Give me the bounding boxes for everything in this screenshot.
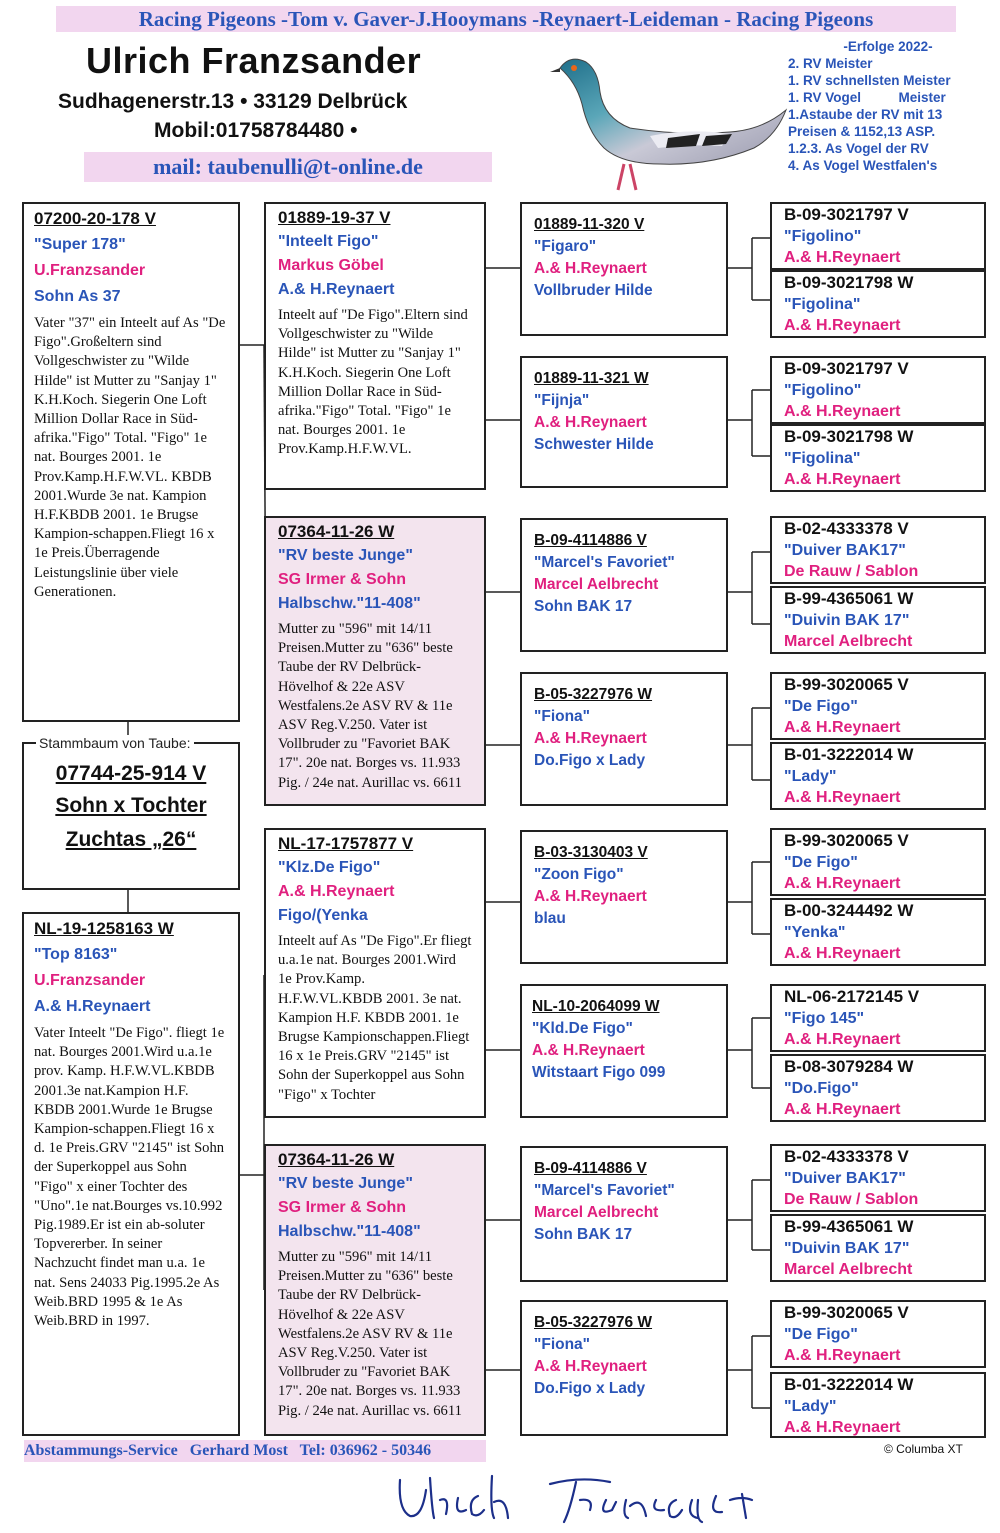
gg-ring: 01889-11-320 V	[534, 216, 645, 233]
g4-name: "De Figo"	[784, 854, 858, 871]
g4-breeder: A.& H.Reynaert	[784, 719, 901, 736]
g4-breeder: A.& H.Reynaert	[784, 1031, 901, 1048]
g4-ring: B-99-3020065 V	[784, 831, 909, 850]
achievement-line: Preisen & 1152,13 ASP.	[788, 124, 936, 139]
gg-breeder: A.& H.Reynaert	[534, 260, 647, 277]
g4-name: "Duiver BAK17"	[784, 542, 906, 559]
g4-breeder: De Rauw / Sablon	[784, 563, 919, 580]
header-banner: Racing Pigeons -Tom v. Gaver-J.Hooymans -Reynaert-Leideman - Racing Pigeons	[56, 6, 956, 32]
g4-name: "Duivin BAK 17"	[784, 1240, 910, 1257]
g4-name: "Duiver BAK17"	[784, 1170, 906, 1187]
gen4-card[interactable]	[770, 828, 986, 896]
g4-breeder: A.& H.Reynaert	[784, 471, 901, 488]
great-grandparent-card[interactable]	[520, 356, 728, 488]
g4-ring: B-01-3222014 W	[784, 745, 914, 764]
achievement-line: 1. RV Vogel Meister	[788, 90, 946, 105]
gg-extra: Witstaart Figo 099	[532, 1064, 666, 1081]
grandparent-ring: 07364-11-26 W	[278, 1150, 395, 1169]
g4-ring: B-09-3021797 V	[784, 205, 909, 224]
subject-line2: Sohn x Tochter	[55, 794, 207, 817]
gg-ring: NL-10-2064099 W	[532, 998, 660, 1015]
g4-name: "Duivin BAK 17"	[784, 612, 910, 629]
g4-ring: B-02-4333378 V	[784, 1147, 909, 1166]
gg-name: "Fiona"	[534, 1336, 591, 1353]
gen4-card[interactable]	[770, 1372, 986, 1438]
gen4-card[interactable]	[770, 1144, 986, 1212]
grandparent-description: Mutter zu "596" mit 14/11 Preisen.Mutter zu "636" beste Taube der RV Delbrück-Hövelhof & 22e ASV Westfalens.2e ASV RV & 11e ASV Reg.V.250. Vater ist Vollbruder zu "Favoriet BAK 17". 20e nat. Borges vs. 11.933 Pig. / 24e nat. Aurillac vs. 6611	[278, 1249, 462, 1419]
achievement-line: 1.Astaube der RV mit 13	[788, 107, 943, 122]
g4-breeder: A.& H.Reynaert	[784, 1347, 901, 1364]
gg-name: "Fiona"	[534, 708, 591, 725]
gen4-card[interactable]	[770, 424, 986, 492]
achievements-title: -Erfolge 2022-	[843, 39, 933, 54]
grandparent-name: "RV beste Junge"	[278, 1175, 413, 1192]
great-grandparent-card[interactable]	[520, 518, 728, 652]
mother-breeder: U.Franzsander	[34, 972, 146, 989]
gen4-card[interactable]	[770, 742, 986, 810]
copyright: © Columba XT	[884, 1442, 963, 1456]
grandparent-card[interactable]	[264, 828, 486, 1118]
gen4-card[interactable]	[770, 586, 986, 654]
mother-card[interactable]	[22, 912, 240, 1436]
subject-label: Stammbaum von Taube:	[36, 735, 194, 751]
achievement-line: 2. RV Meister	[788, 56, 873, 71]
gg-ring: B-05-3227976 W	[534, 1314, 653, 1331]
g4-ring: B-09-3021798 W	[784, 427, 914, 446]
signature-icon	[380, 1470, 800, 1530]
gg-breeder: A.& H.Reynaert	[532, 1042, 645, 1059]
owner-name: Ulrich Franzsander	[86, 40, 422, 81]
gg-extra: Sohn BAK 17	[534, 1226, 633, 1243]
gen4-card[interactable]	[770, 1054, 986, 1122]
great-grandparent-card[interactable]	[520, 672, 728, 806]
g4-name: "Do.Figo"	[784, 1080, 859, 1097]
grandparent-ring: 01889-19-37 V	[278, 208, 391, 227]
grandparent-breeder: Markus Göbel	[278, 257, 384, 274]
g4-breeder: A.& H.Reynaert	[784, 317, 901, 334]
grandparent-description: Inteelt auf As "De Figo".Er fliegt u.a.1e nat. Bourges 2001.Wird 1e Prov.Kamp. H.F.W.VL.KBDB 2001. 3e nat. Kampion H.F. KBDB 2001. 1e Brugse Kampionschappen.Fliegt 16 x 1e Preis.GRV "2145" ist Sohn der Superkoppel aus Sohn "Figo" x Tochter	[278, 933, 472, 1103]
gg-ring: B-03-3130403 V	[534, 844, 648, 861]
g4-name: "Lady"	[784, 768, 837, 785]
g4-name: "Figolino"	[784, 228, 862, 245]
gen4-card[interactable]	[770, 516, 986, 584]
gg-ring: B-09-4114886 V	[534, 532, 647, 549]
g4-breeder: De Rauw / Sablon	[784, 1191, 919, 1208]
gen4-card[interactable]	[770, 984, 986, 1052]
mother-ring: NL-19-1258163 W	[34, 919, 174, 938]
gg-extra: Do.Figo x Lady	[534, 1380, 646, 1397]
g4-breeder: Marcel Aelbrecht	[784, 633, 913, 650]
achievement-line: 4. As Vogel Westfalen's	[788, 158, 938, 173]
g4-name: "Figo 145"	[784, 1010, 865, 1027]
grandparent-extra: Halbschw."11-408"	[278, 1223, 421, 1240]
gg-extra: blau	[534, 910, 566, 927]
g4-name: "De Figo"	[784, 1326, 858, 1343]
g4-ring: B-01-3222014 W	[784, 1375, 914, 1394]
great-grandparent-card[interactable]	[520, 1146, 728, 1282]
grandparent-extra: Halbschw."11-408"	[278, 595, 421, 612]
g4-name: "Lady"	[784, 1398, 837, 1415]
gg-breeder: A.& H.Reynaert	[534, 414, 647, 431]
great-grandparent-card[interactable]	[520, 202, 728, 336]
father-ring: 07200-20-178 V	[34, 209, 156, 228]
gen4-card[interactable]	[770, 270, 986, 338]
grandparent-extra: A.& H.Reynaert	[278, 281, 395, 298]
gen4-card[interactable]	[770, 1214, 986, 1282]
subject-ring: 07744-25-914 V	[55, 762, 207, 785]
gg-name: "Figaro"	[534, 238, 597, 255]
g4-breeder: A.& H.Reynaert	[784, 945, 901, 962]
father-name: "Super 178"	[34, 236, 126, 253]
grandparent-name: "Inteelt Figo"	[278, 233, 379, 250]
g4-ring: B-99-4365061 W	[784, 589, 914, 608]
g4-breeder: A.& H.Reynaert	[784, 1419, 901, 1436]
g4-ring: B-08-3079284 W	[784, 1057, 914, 1076]
grandparent-name: "RV beste Junge"	[278, 547, 413, 564]
grandparent-extra: Figo/(Yenka	[278, 907, 368, 924]
g4-name: "Figolina"	[784, 450, 861, 467]
mother-description: Vater Inteelt "De Figo". fliegt 1e nat. Bourges 2001.Wird u.a.1e prov. Kamp. H.F.W.VL.KBDB 2001.3e nat.Kampion H.F. KBDB 2001.Wurde 1e Brugse Kampion-schappen.Fliegt 16 x d. 1e Preis.GRV "2145" ist Sohn der Superkoppel aus Sohn "Figo" x einer Tochter des "Uno".1e nat.Bourges vs.10.992 Pig.1989.Er ist ein ab-soluter Topvererber. In seiner Nachzucht findet man u.a. 1e nat. Sens 24033 Pig.1995.2e As Weib.BRD 1995 & 1e As Weib.BRD in 1997.	[34, 1025, 225, 1330]
grandparent-breeder: SG Irmer & Sohn	[278, 571, 407, 588]
g4-name: "Yenka"	[784, 924, 846, 941]
gg-name: "Fijnja"	[534, 392, 590, 409]
grandparent-description: Inteelt auf "De Figo".Eltern sind Vollgeschwister zu "Wilde Hilde" ist Mutter zu "Sanjay 1" K.H.Koch. Siegerin One Loft Million Dollar Race in Süd-afrika."Figo" Total. "Figo" 1e nat. Bourges 2001. 1e Prov.Kamp.H.F.W.VL.	[278, 307, 468, 458]
grandparent-card[interactable]	[264, 202, 486, 490]
g4-breeder: A.& H.Reynaert	[784, 875, 901, 892]
grandparent-breeder: A.& H.Reynaert	[278, 883, 395, 900]
grandparent-ring: 07364-11-26 W	[278, 522, 395, 541]
gg-breeder: A.& H.Reynaert	[534, 1358, 647, 1375]
g4-ring: B-09-3021798 W	[784, 273, 914, 292]
footer-service: Abstammungs-Service Gerhard Most Tel: 036962 - 50346	[24, 1440, 486, 1462]
g4-name: "De Figo"	[784, 698, 858, 715]
owner-email[interactable]: mail: taubenulli@t-online.de	[84, 152, 492, 182]
father-breeder: U.Franzsander	[34, 262, 146, 279]
gg-ring: B-09-4114886 V	[534, 1160, 647, 1177]
g4-ring: NL-06-2172145 V	[784, 987, 920, 1006]
mother-extra: A.& H.Reynaert	[34, 998, 151, 1015]
g4-breeder: A.& H.Reynaert	[784, 249, 901, 266]
g4-breeder: A.& H.Reynaert	[784, 789, 901, 806]
g4-ring: B-99-3020065 V	[784, 1303, 909, 1322]
grandparent-breeder: SG Irmer & Sohn	[278, 1199, 407, 1216]
owner-mobile: Mobil:01758784480 •	[154, 119, 358, 142]
grandparent-ring: NL-17-1757877 V	[278, 834, 414, 853]
grandparent-description: Mutter zu "596" mit 14/11 Preisen.Mutter zu "636" beste Taube der RV Delbrück-Hövelhof & 22e ASV Westfalens.2e ASV RV & 11e ASV Reg.V.250. Vater ist Vollbruder zu "Favoriet BAK 17". 20e nat. Borges vs. 11.933 Pig. / 24e nat. Aurillac vs. 6611	[278, 621, 462, 791]
gg-ring: B-05-3227976 W	[534, 686, 653, 703]
gg-name: "Marcel's Favoriet"	[534, 1182, 675, 1199]
gg-extra: Schwester Hilde	[534, 436, 654, 453]
gen4-card[interactable]	[770, 898, 986, 966]
g4-breeder: A.& H.Reynaert	[784, 403, 901, 420]
gen4-card[interactable]	[770, 202, 986, 270]
great-grandparent-card[interactable]	[520, 1300, 728, 1436]
gg-breeder: A.& H.Reynaert	[534, 730, 647, 747]
gg-extra: Vollbruder Hilde	[534, 282, 653, 299]
gg-extra: Sohn BAK 17	[534, 598, 633, 615]
subject-line3: Zuchtas „26“	[65, 828, 197, 851]
achievement-line: 1.2.3. As Vogel der RV	[788, 141, 929, 156]
g4-ring: B-99-4365061 W	[784, 1217, 914, 1236]
gen4-card[interactable]	[770, 672, 986, 740]
mother-name: "Top 8163"	[34, 946, 118, 963]
achievement-line: 1. RV schnellsten Meister	[788, 73, 951, 88]
great-grandparent-card[interactable]	[520, 984, 728, 1118]
owner-address: Sudhagenerstr.13 • 33129 Delbrück	[58, 90, 408, 113]
grandparent-name: "Klz.De Figo"	[278, 859, 381, 876]
gg-name: "Kld.De Figo"	[532, 1020, 633, 1037]
g4-ring: B-99-3020065 V	[784, 675, 909, 694]
gen4-card[interactable]	[770, 1300, 986, 1368]
father-card[interactable]	[22, 202, 240, 722]
gg-name: "Zoon Figo"	[534, 866, 624, 883]
g4-ring: B-09-3021797 V	[784, 359, 909, 378]
gg-breeder: A.& H.Reynaert	[534, 888, 647, 905]
gg-extra: Do.Figo x Lady	[534, 752, 646, 769]
g4-name: "Figolina"	[784, 296, 861, 313]
great-grandparent-card[interactable]	[520, 830, 728, 964]
g4-breeder: Marcel Aelbrecht	[784, 1261, 913, 1278]
gg-ring: 01889-11-321 W	[534, 370, 649, 387]
father-extra: Sohn As 37	[34, 288, 121, 305]
grandparent-card[interactable]	[264, 1144, 486, 1436]
grandparent-card[interactable]	[264, 516, 486, 806]
gg-breeder: Marcel Aelbrecht	[534, 1204, 659, 1221]
g4-name: "Figolino"	[784, 382, 862, 399]
g4-ring: B-00-3244492 W	[784, 901, 914, 920]
gg-breeder: Marcel Aelbrecht	[534, 576, 659, 593]
father-description: Vater "37" ein Inteelt auf As "De Figo".Großeltern sind Vollgeschwister zu "Wilde Hilde" ist Mutter zu "Sanjay 1" K.H.Koch. Siegerin One Loft Million Dollar Race in Süd-afrika."Figo" Total. "Figo" 1e nat. Bourges 2001. 1e Prov.Kamp.H.F.W.VL. KBDB 2001.Wurde 3e nat. Kampion H.F.KBDB 2001. 1e Brugse Kampion-schappen.Fliegt 16 x 1e Preis.Überragende Leistungslinie über viele Generationen.	[34, 315, 226, 600]
gen4-card[interactable]	[770, 356, 986, 424]
g4-ring: B-02-4333378 V	[784, 519, 909, 538]
gg-name: "Marcel's Favoriet"	[534, 554, 675, 571]
g4-breeder: A.& H.Reynaert	[784, 1101, 901, 1118]
